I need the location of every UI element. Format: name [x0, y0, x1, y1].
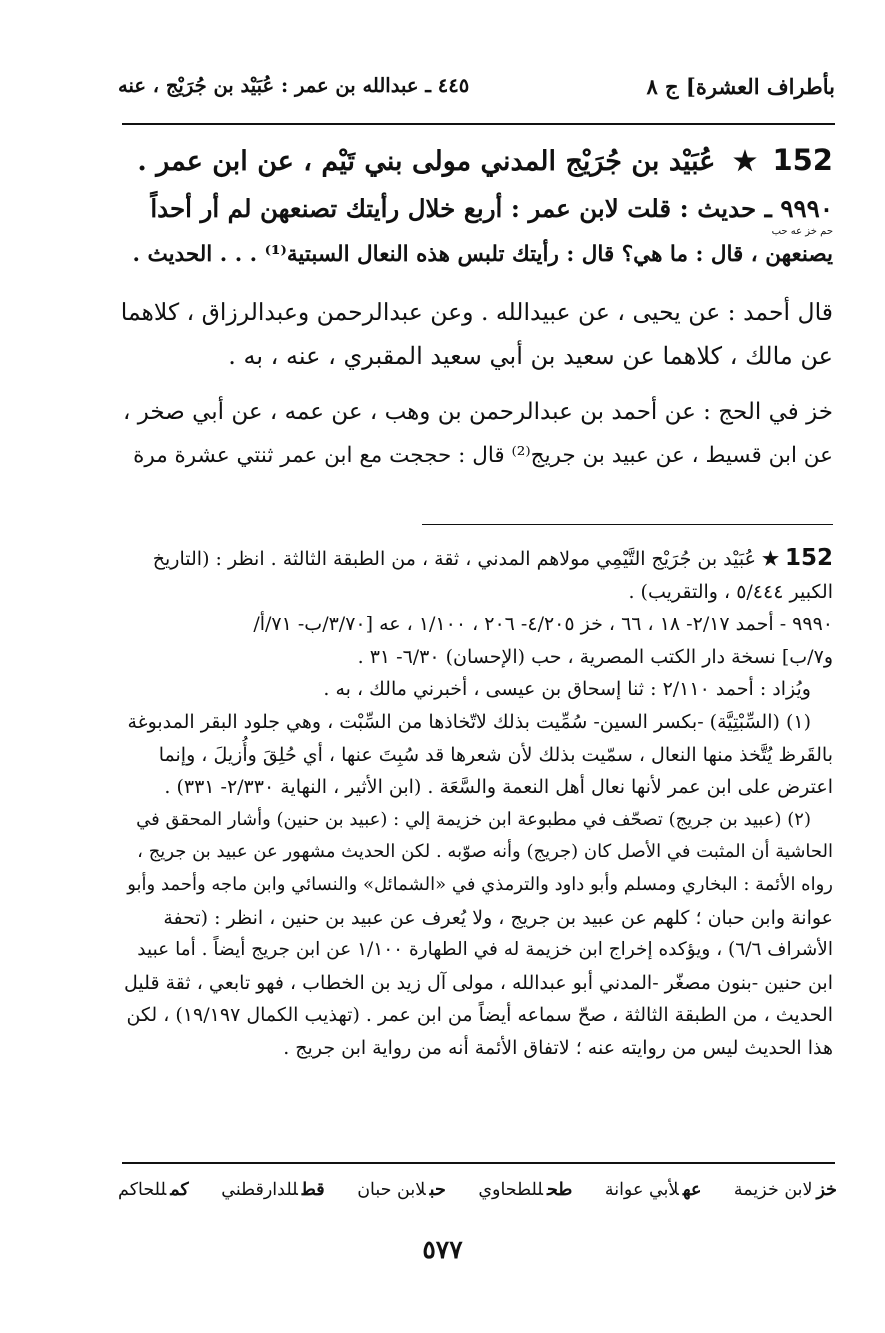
footnote-2-line: رواه الأئمة : البخاري ومسلم وأبو داود والترمذي في «الشمائل» والنسائي وابن ماجه وأحمد وأبو: [127, 873, 833, 895]
isnad-khuzaymah: [120, 390, 833, 478]
legend-item: طحللطحاوي: [478, 1180, 573, 1200]
footnote-2-line: الحديث ، من الطبقة الثالثة ، صحّ سماعه أيضاً من ابن عمر . (تهذيب الكمال ١٩/١٩٧) ، لكن: [126, 1004, 833, 1027]
entry-heading: [120, 134, 833, 188]
footnotes: [120, 542, 833, 1065]
isnad-line: خز في الحج : عن أحمد بن عبدالرحمن بن وهب ، عن عمه ، عن أبي صخر ،: [122, 399, 833, 425]
footnote-2-line: هذا الحديث ليس من روايته عنه ؛ لاتفاق الأئمة أنه من رواية ابن جريج .: [283, 1036, 833, 1059]
legend-item: عهلأبي عوانة: [604, 1180, 702, 1200]
page-number: ٥٧٧: [422, 1235, 463, 1264]
footnote-1-line: بالقَرظ يُتَّخذ منها النعال ، سمّيت بذلك لأن شعرها قد سُبِتَ عنها ، أي حُلِقَ وأُزيلَ ، وإنما: [158, 743, 833, 766]
footnote-1-line: (١) (السِّبْتِيَّة) -بكسر السين- سُمِّيت بذلك لاتّخاذها من السِّبْت ، وهي جلود البقر المدبوغة: [127, 710, 811, 733]
star-icon: ★: [761, 548, 779, 570]
header-chapter: ٤٤٥ ـ عبدالله بن عمر : عُبَيْد بن جُرَيْج ، عنه: [118, 74, 470, 97]
footnote-separator: [422, 524, 833, 525]
entry-number: 152: [772, 143, 833, 177]
main-text: [120, 134, 833, 478]
refs-line: ويُزاد : أحمد ٢/١١٠ : ثنا إسحاق بن عيسى ، أخبرني مالك ، به .: [323, 678, 811, 701]
footnote-2-line: عوانة وابن حبان ؛ كلهم عن عبيد بن جريج ، ولا يُعرف عن عبيد بن حنين ، انظر : (تحفة: [163, 906, 833, 929]
legend-item: قطللدارقطني: [221, 1180, 325, 1200]
bio-text: عُبَيْد بن جُرَيْج التَّيْمِي مولاهم المدني ، ثقة ، من الطبقة الثالثة . انظر : (التاريخ: [152, 548, 756, 570]
legend-item: خزلابن خزيمة: [733, 1180, 837, 1200]
footnote-2-line: (٢) (عبيد بن جريج) تصحّف في مطبوعة ابن خزيمة إلي : (عبيد بن حنين) وأشار المحقق في: [136, 808, 811, 830]
bio-number: 152: [784, 545, 833, 571]
footnote-2-line: ابن حنين -بنون مصغّر -المدني أبو عبدالله ، مولى آل زيد بن الخطاب ، فهو تابعي ، ثقة قليل: [124, 971, 833, 994]
legend-item: كمللحاكم: [118, 1180, 189, 1200]
running-header: [118, 74, 835, 110]
isnad-line: عن ابن قسيط ، عن عبيد بن جريج⁽²⁾ قال : حججت مع ابن عمر ثنتي عشرة مرة: [133, 443, 833, 468]
footnote-2-line: الأشراف ٦/٦) ، ويؤكده إخراج ابن خزيمة له في الطهارة ١/١٠٠ عن ابن جريج أيضاً . أما عبيد: [137, 939, 833, 961]
legend-item: حبلابن حبان: [357, 1180, 446, 1200]
abbreviation-legend: [118, 1180, 837, 1214]
hadith-text: [120, 192, 833, 272]
entry-title: عُبَيْد بن جُرَيْج المدني مولى بني تَيْم ، عن ابن عمر .: [137, 146, 716, 177]
isnad-line: قال أحمد : عن يحيى ، عن عبيدالله . وعن عبدالرحمن وعبدالرزاق ، كلاهما: [120, 298, 833, 326]
isnad-line: عن مالك ، كلاهما عن سعيد بن أبي سعيد المقبري ، عنه ، به .: [228, 342, 833, 370]
footnote-1-line: اعترض على ابن عمر لأنها نعال أهل النعمة والسَّعَة . (ابن الأثير ، النهاية ٢/٣٣٠- ٣٣١) .: [164, 776, 833, 799]
hadith-line: يصنعهن ، قال : ما هي؟ قال : رأيتك تلبس هذه النعال السبتية⁽¹⁾ . . . الحديث .: [132, 242, 833, 267]
marginal-sources: حم خز عه حب: [771, 226, 833, 237]
hadith-line: ٩٩٩٠ ـ حديث : قلت لابن عمر : أربع خلال رأيتك تصنعهن لم أر أحداً: [150, 194, 833, 223]
footnote-2-line: الحاشية أن المثبت في الأصل كان (جريج) وأنه صوّبه . لكن الحديث مشهور عن عبيد بن جريج ،: [137, 841, 833, 863]
star-icon: ★: [732, 146, 758, 177]
narrator-bio: [120, 542, 833, 576]
refs-line: و٧/ب] نسخة دار الكتب المصرية ، حب (الإحسان) ٦/٣٠- ٣١ .: [357, 645, 833, 668]
legend-rule: [122, 1162, 835, 1164]
isnad-ahmad: [120, 290, 833, 378]
bio-line: الكبير ٥/٤٤٤ ، والتقريب) .: [628, 580, 833, 603]
refs-line: ٩٩٩٠ - أحمد ٢/١٧- ١٨ ، ٦٦ ، خز ٤/٢٠٥- ٢٠٦ ، ١/١٠٠ ، عه [٣/٧٠/ب- ٧١/أ/: [253, 613, 833, 636]
header-rule: [122, 123, 835, 125]
header-volume: بأطراف العشرة] ج ٨: [646, 74, 835, 99]
